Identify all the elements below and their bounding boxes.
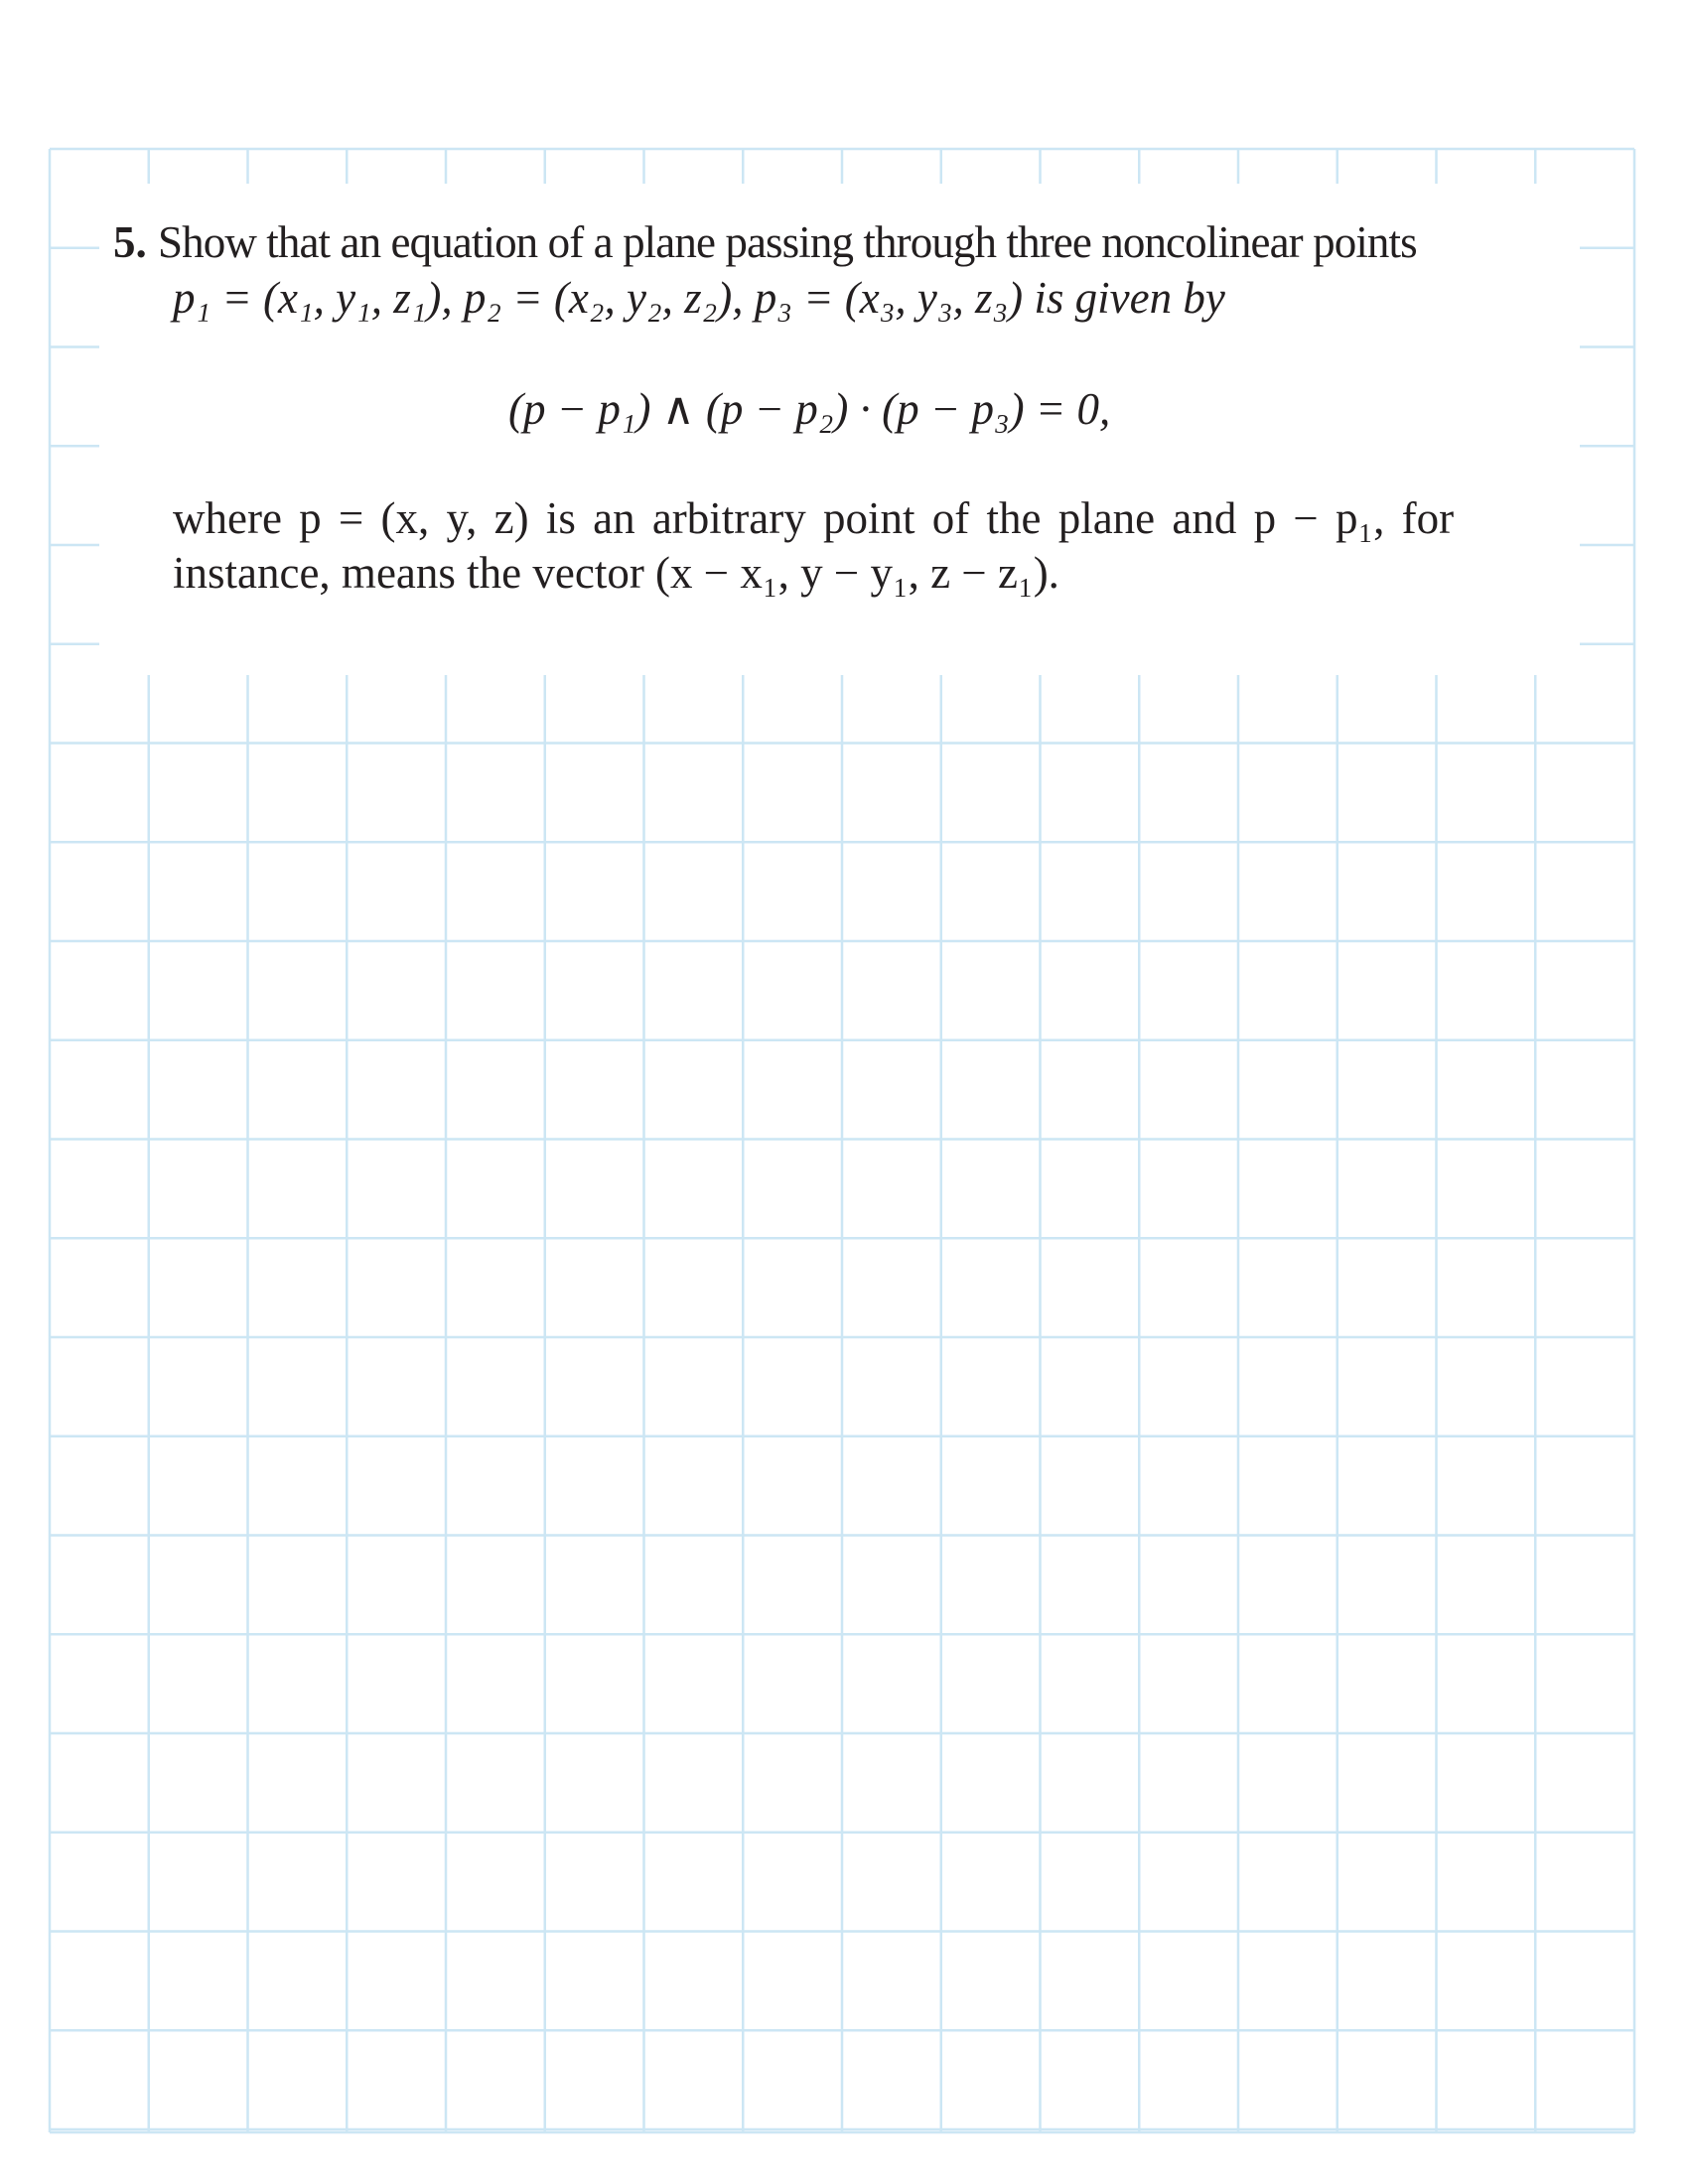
equation-text: (p − p₁) ∧ (p − p₂) · (p − p₃) = 0, — [508, 384, 1111, 434]
problem-number: 5. — [113, 217, 147, 267]
problem-line-3 — [173, 493, 1455, 543]
problem-line-1 — [113, 217, 1417, 267]
where-text: where p = (x, y, z) is an arbitrary point of the plane and p − p₁, for — [173, 493, 1455, 543]
problem-line-4 — [173, 548, 1059, 598]
plane-equation — [508, 384, 1111, 434]
points-text: p₁ = (x₁, y₁, z₁), p₂ = (x₂, y₂, z₂), p₃ = (x₃, y₃, z₃) is given by — [173, 273, 1225, 323]
points-definition — [173, 273, 1225, 323]
problem-statement: Show that an equation of a plane passing through three noncolinear points — [158, 217, 1417, 267]
instance-text: instance, means the vector (x − x₁, y − y₁, z − z₁). — [173, 548, 1059, 598]
